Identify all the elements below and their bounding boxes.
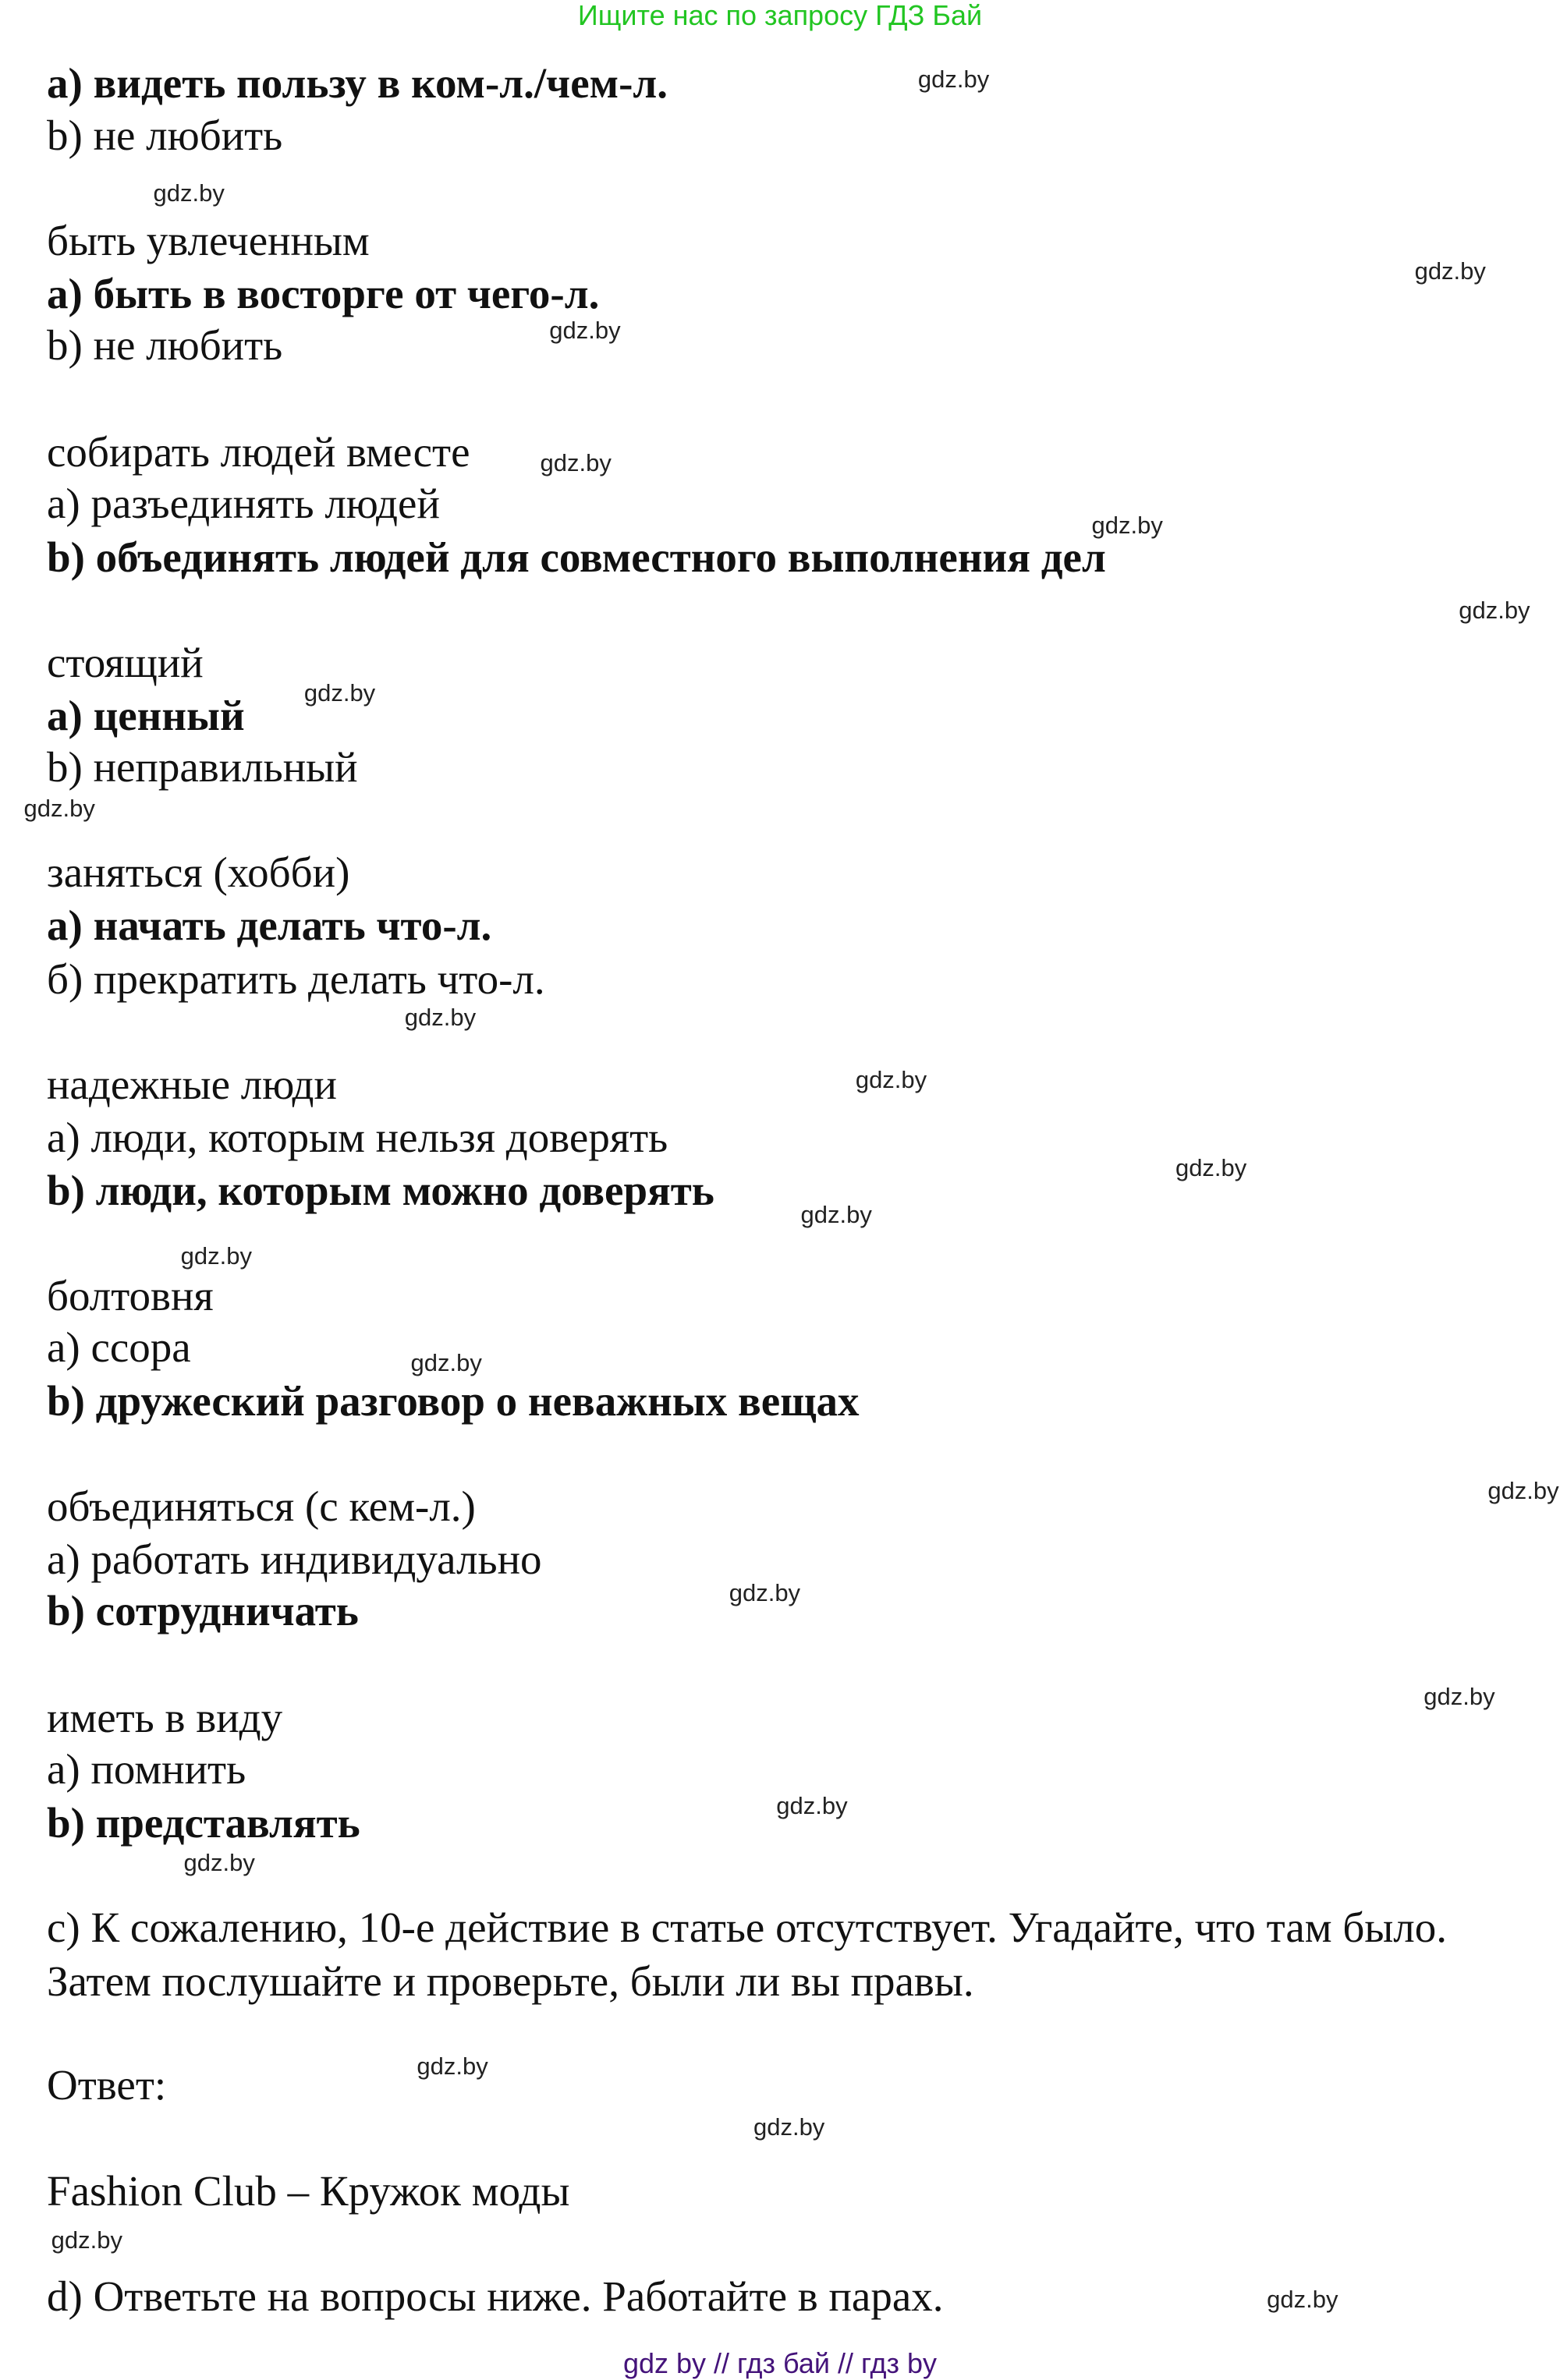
watermark: gdz.by xyxy=(23,795,95,823)
text-line: b) неправильный xyxy=(47,743,358,792)
text-line: b) дружеский разговор о неважных вещах xyxy=(47,1376,860,1425)
watermark: gdz.by xyxy=(303,678,376,707)
text-line: иметь в виду xyxy=(47,1693,283,1741)
text-line: b) не любить xyxy=(47,111,283,159)
watermark: gdz.by xyxy=(1424,1682,1495,1710)
text-line: а) быть в восторге от чего-л. xyxy=(47,269,600,317)
watermark: gdz.by xyxy=(549,316,621,344)
text-line: надежные люди xyxy=(47,1060,337,1108)
watermark: gdz.by xyxy=(855,1065,927,1093)
text-line: b) объединять людей для совместного выполнения дел xyxy=(47,533,1106,581)
text-line: а) разъединять людей xyxy=(47,480,440,528)
text-line: а) видеть пользу в ком-л./чем-л. xyxy=(47,59,668,108)
text-line: объединяться (с кем-л.) xyxy=(47,1482,476,1530)
watermark: gdz.by xyxy=(776,1792,848,1820)
text-line: а) работать индивидуально xyxy=(47,1535,542,1583)
text-line: собирать людей вместе xyxy=(47,428,470,476)
text-line: а) ценный xyxy=(47,691,245,739)
text-line: а) ссора xyxy=(47,1323,191,1372)
watermark: gdz.by xyxy=(1175,1153,1247,1181)
text-line: а) люди, которым нельзя доверять xyxy=(47,1113,668,1161)
text-line: b) сотрудничать xyxy=(47,1587,359,1635)
text-line: b) представлять xyxy=(47,1798,360,1847)
text-line: d) Ответьте на вопросы ниже. Работайте в парах. xyxy=(47,2272,944,2321)
watermark: gdz.by xyxy=(417,2052,488,2081)
search-hint-banner: Ищите нас по запросу ГДЗ Бай xyxy=(577,0,983,31)
text-line: быть увлеченным xyxy=(47,216,370,264)
text-line: а) помнить xyxy=(47,1745,246,1794)
watermark: gdz.by xyxy=(1414,257,1486,285)
watermark: gdz.by xyxy=(180,1242,252,1270)
watermark: gdz.by xyxy=(1091,511,1163,539)
watermark: gdz.by xyxy=(404,1003,477,1031)
text-line: Fashion Club – Кружок моды xyxy=(47,2167,570,2215)
watermark: gdz.by xyxy=(153,179,225,207)
text-line: болтовня xyxy=(47,1272,214,1319)
text-line: Затем послушайте и проверьте, были ли вы правы. xyxy=(47,1957,974,2005)
text-line: b) не любить xyxy=(47,321,283,370)
watermark: gdz.by xyxy=(1487,1476,1559,1504)
footer-watermark: gdz by // гдз бай // гдз by xyxy=(622,2347,938,2379)
watermark: gdz.by xyxy=(1267,2286,1338,2314)
text-line: заняться (хобби) xyxy=(47,848,350,897)
text-line: б) прекратить делать что-л. xyxy=(47,954,545,1003)
text-line: стоящий xyxy=(47,638,204,686)
watermark: gdz.by xyxy=(1459,597,1530,625)
watermark: gdz.by xyxy=(540,448,612,476)
watermark: gdz.by xyxy=(51,2226,122,2254)
watermark: gdz.by xyxy=(917,65,990,93)
watermark: gdz.by xyxy=(800,1201,872,1229)
text-line: b) люди, которым можно доверять xyxy=(47,1167,714,1215)
watermark: gdz.by xyxy=(729,1578,801,1606)
watermark: gdz.by xyxy=(753,2113,825,2141)
watermark: gdz.by xyxy=(183,1848,255,1876)
text-line: c) К сожалению, 10-е действие в статье отсутствует. Угадайте, что там было. xyxy=(47,1904,1447,1952)
text-line: Ответ: xyxy=(47,2060,167,2109)
text-line: а) начать делать что-л. xyxy=(47,901,492,950)
watermark: gdz.by xyxy=(410,1348,482,1376)
